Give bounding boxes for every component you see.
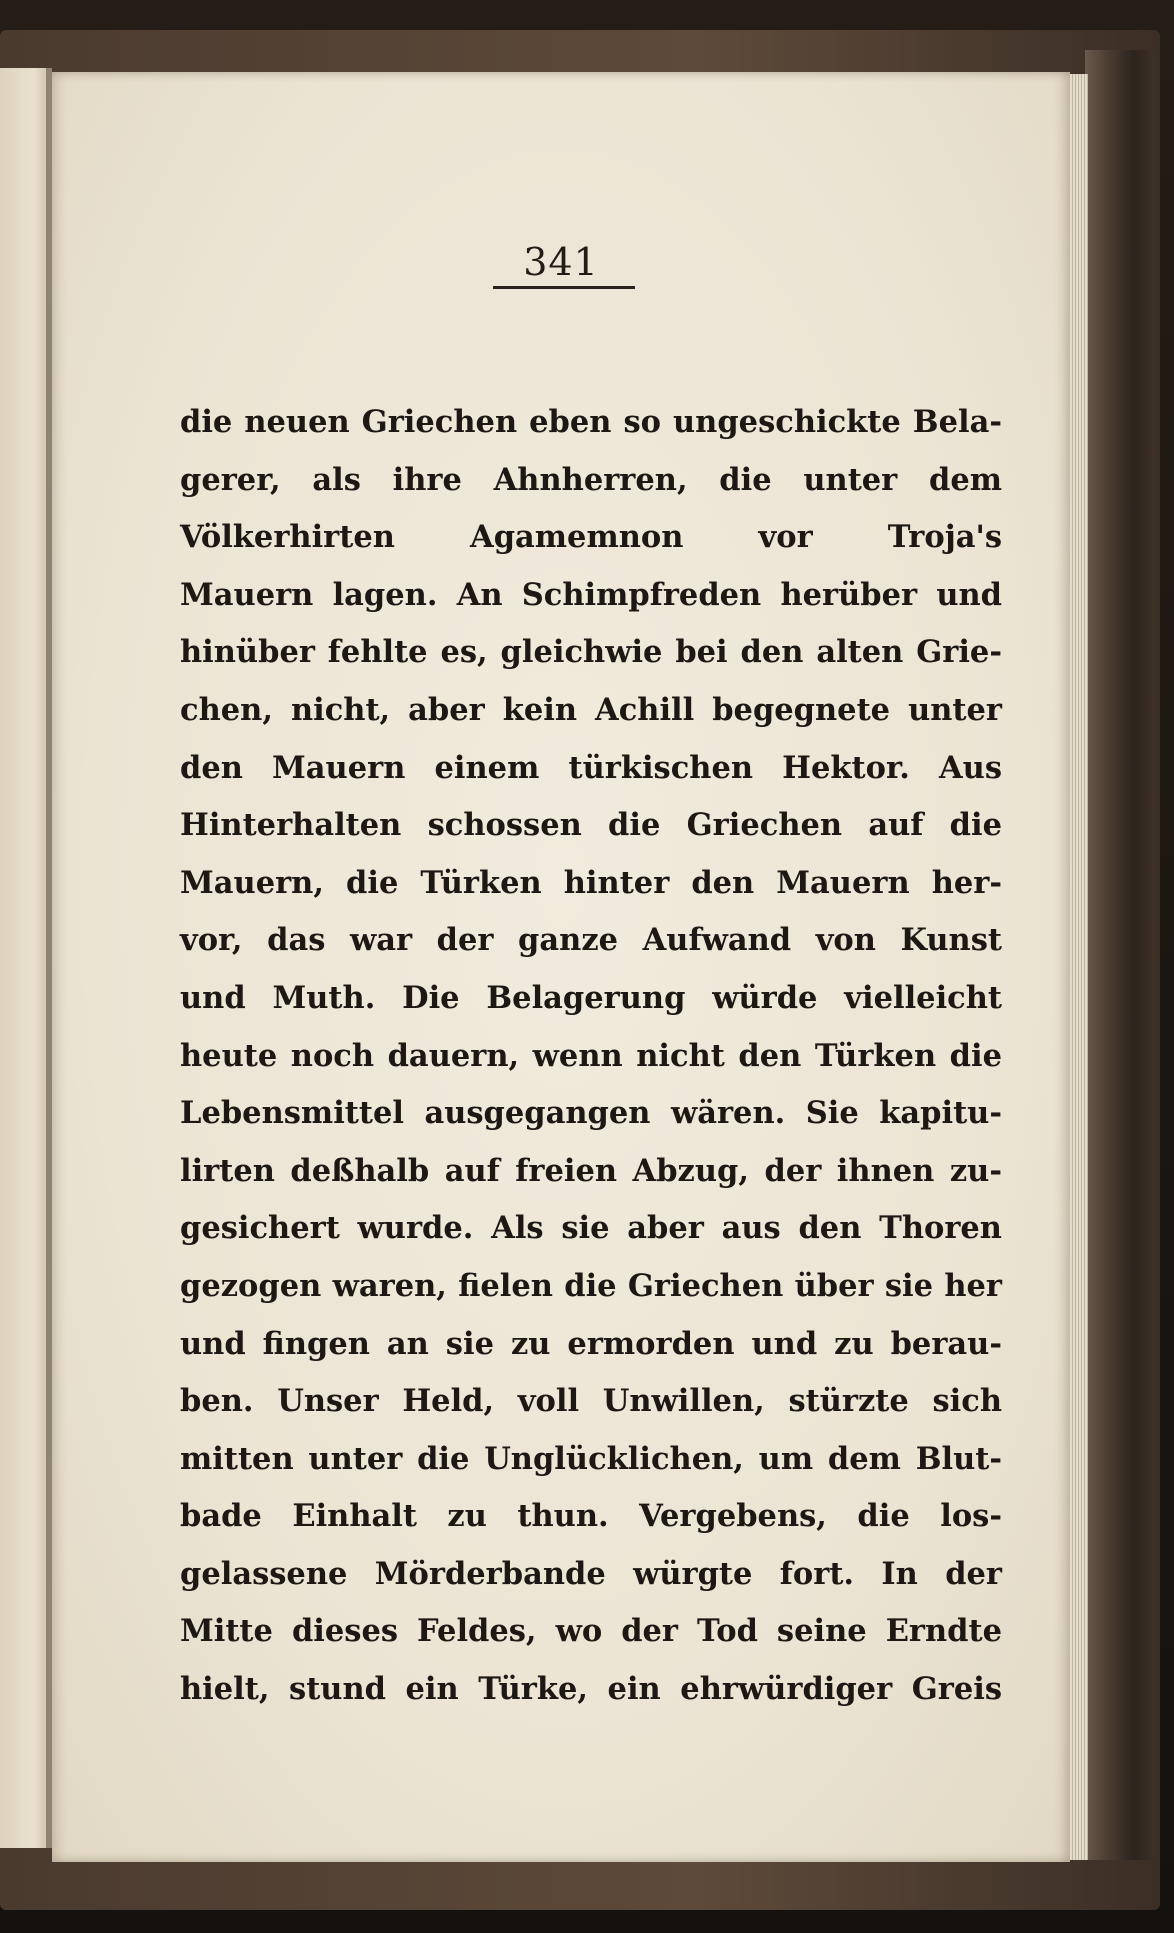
book-spine-edge — [1085, 50, 1155, 1860]
text-line: und Muth. Die Belagerung würde vielleicht — [180, 979, 1002, 1016]
text-line: Völkerhirten Agamemnon vor Troja's — [180, 519, 1002, 556]
text-line: gelassene Mörderbande würgte fort. In der — [180, 1555, 1002, 1592]
text-line: bade Einhalt zu thun. Vergebens, die los- — [180, 1498, 1002, 1535]
text-line: Mauern lagen. An Schimpfreden herüber und — [180, 576, 1002, 613]
book-page — [52, 72, 1070, 1862]
text-line: Hinterhalten schossen die Griechen auf die — [180, 807, 1002, 844]
facing-page-edge — [0, 68, 48, 1848]
text-line: und fingen an sie zu ermorden und zu berau- — [180, 1325, 1002, 1362]
text-line: hielt, stund ein Türke, ein ehrwürdiger Greis — [180, 1671, 1002, 1708]
text-line: gesichert wurde. Als sie aber aus den Thoren — [180, 1210, 1002, 1247]
text-line: den Mauern einem türkischen Hektor. Aus — [180, 749, 1002, 786]
text-line: chen, nicht, aber kein Achill begegnete unter — [180, 691, 1002, 728]
text-line: die neuen Griechen eben so ungeschickte Bela- — [180, 404, 1002, 440]
page-stack-edges — [1070, 74, 1088, 1860]
text-line: lirten deßhalb auf freien Abzug, der ihnen zu- — [180, 1152, 1002, 1189]
text-line: vor, das war der ganze Aufwand von Kunst — [180, 922, 1002, 959]
page-number-rule — [493, 286, 635, 289]
text-line: gerer, als ihre Ahnherren, die unter dem — [180, 461, 1002, 498]
text-line: heute noch dauern, wenn nicht den Türken die — [180, 1037, 1002, 1074]
text-line: Lebensmittel ausgegangen wären. Sie kapitu- — [180, 1095, 1002, 1132]
text-line: hinüber fehlte es, gleichwie bei den alten Grie- — [180, 634, 1002, 671]
text-line: mitten unter die Unglücklichen, um dem Blut- — [180, 1440, 1002, 1477]
body-text — [180, 394, 1002, 1719]
page-number: 341 — [523, 240, 599, 284]
text-line: Mitte dieses Feldes, wo der Tod seine Erndte — [180, 1613, 1002, 1650]
text-line: ben. Unser Held, voll Unwillen, stürzte sich — [180, 1383, 1002, 1420]
text-line: Mauern, die Türken hinter den Mauern her- — [180, 864, 1002, 901]
text-line: gezogen waren, fielen die Griechen über sie her — [180, 1267, 1002, 1304]
